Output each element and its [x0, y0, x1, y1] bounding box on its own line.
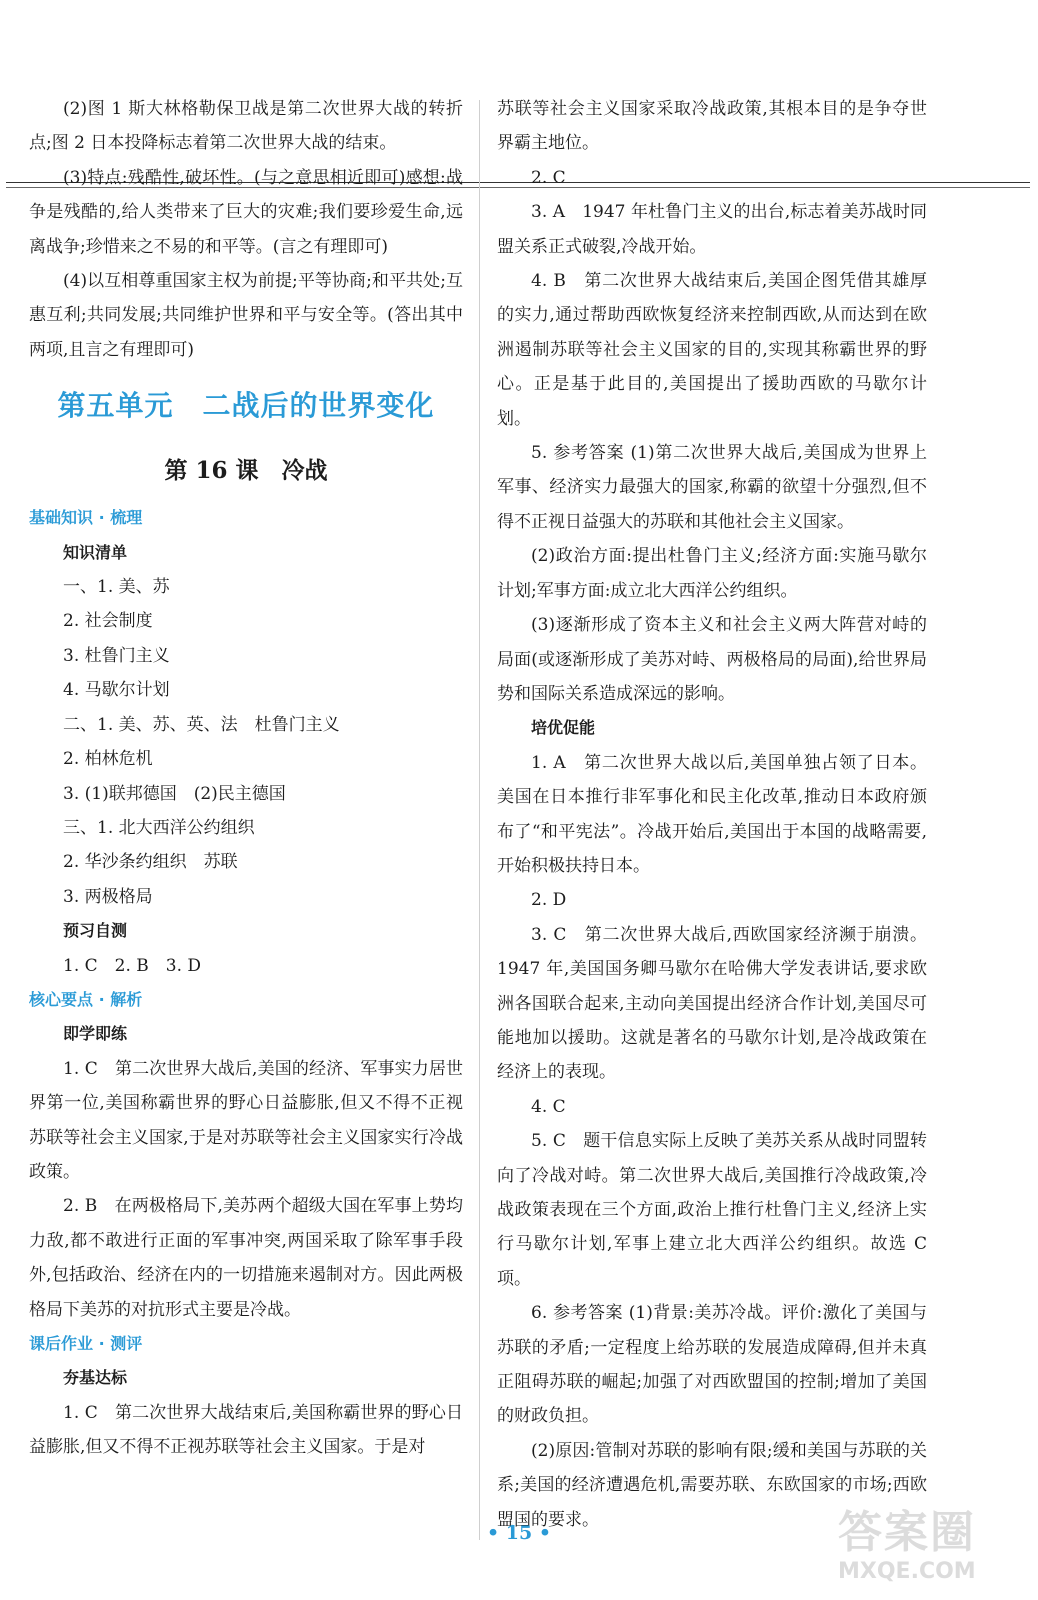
lesson-title: 第 16 课 冷战 [164, 457, 328, 485]
answer-paragraph: 6. 参考答案 (1)背景:美苏冷战。评价:激化了美国与苏联的矛盾;一定程度上给苏联的发展造成障碍,但并未真正阻碍苏联的崛起;加强了对西欧盟国的控制;增加了美国的财政负担。 [497, 1303, 927, 1427]
answer-paragraph: 2. D [531, 890, 567, 911]
list-item: 3. 杜鲁门主义 [63, 645, 170, 666]
answer-paragraph: (3)逐渐形成了资本主义和社会主义两大阵营对峙的局面(或逐渐形成了美苏对峙、两极格局的局面),给世界局势和国际关系造成深远的影响。 [497, 615, 927, 704]
answer-paragraph: 1. C 第二次世界大战后,美国的经济、军事实力居世界第一位,美国称霸世界的野心日益膨胀,但又不得不正视苏联等社会主义国家,于是对苏联等社会主义国家实行冷战政策。 [29, 1058, 463, 1182]
list-item: 2. 华沙条约组织 苏联 [63, 852, 238, 873]
answer-paragraph: (3)特点:残酷性,破坏性。(与之意思相近即可)感想:战争是残酷的,给人类带来了巨大的灾难;我们要珍爱生命,远离战争;珍惜来之不易的和平等。(言之有理即可) [29, 167, 463, 257]
list-item: 二、1. 美、苏、英、法 杜鲁门主义 [63, 714, 340, 735]
answer-paragraph: 2. B 在两极格局下,美苏两个超级大国在军事上势均力敌,都不敢进行正面的军事冲突,两国采取了除军事手段外,包括政治、经济在内的一切措施来遏制对方。因此两极格局下美苏的对抗形式主要是冷战。 [29, 1196, 463, 1320]
list-item: 3. (1)联邦德国 (2)民主德国 [63, 783, 286, 804]
answer-paragraph: 3. C 第二次世界大战后,西欧国家经济濒于崩溃。1947 年,美国国务卿马歇尔在哈佛大学发表讲话,要求欧洲各国联合起来,主动向美国提出经济合作计划,美国尽可能地加以援助。这就是著名的马歇尔计划,是冷战政策在经济上的表现。 [497, 924, 927, 1083]
list-item: 2. 社会制度 [63, 611, 153, 632]
answer-paragraph: 4. C [531, 1096, 566, 1117]
answer-paragraph: (4)以互相尊重国家主权为前提;平等协商;和平共处;互惠互利;共同发展;共同维护世界和平与安全等。(答出其中两项,且言之有理即可) [29, 271, 463, 360]
unit-title: 第五单元 二战后的世界变化 [57, 389, 435, 423]
answer-paragraph: (2)原因:管制对苏联的影响有限;缓和美国与苏联的关系;美国的经济遭遇危机,需要苏联、东欧国家的市场;西欧盟国的要求。 [497, 1440, 927, 1530]
subheading-preview: 预习自测 [63, 921, 128, 941]
subheading-foundation: 夯基达标 [63, 1368, 128, 1388]
subheading-practice: 即学即练 [63, 1024, 128, 1044]
answer-paragraph: (2)政治方面:提出杜鲁门主义;经济方面:实施马歇尔计划;军事方面:成立北大西洋公约组织。 [497, 546, 927, 601]
section-heading-core: 核心要点 · 解析 [29, 989, 143, 1009]
watermark-logo [838, 1508, 1028, 1596]
list-item: 一、1. 美、苏 [63, 577, 170, 598]
answer-paragraph: 2. C [531, 167, 566, 188]
right-column [497, 99, 927, 1537]
subheading-knowledge-list: 知识清单 [63, 542, 128, 562]
answer-paragraph: (2)图 1 斯大林格勒保卫战是第二次世界大战的转折点;图 2 日本投降标志着第二次世界大战的结束。 [29, 99, 463, 154]
watermark-text: 答案圈 [838, 1507, 976, 1558]
answer-paragraph: 3. A 1947 年杜鲁门主义的出台,标志着美苏战时同盟关系正式破裂,冷战开始。 [497, 202, 927, 257]
preview-answers: 1. C 2. B 3. D [63, 955, 202, 976]
list-item: 4. 马歇尔计划 [63, 680, 170, 701]
watermark-url: MXQE.COM [838, 1559, 976, 1584]
subheading-advanced: 培优促能 [531, 718, 596, 738]
section-heading-homework: 课后作业 · 测评 [29, 1334, 143, 1353]
list-item: 三、1. 北大西洋公约组织 [63, 817, 255, 838]
list-item: 2. 柏林危机 [63, 749, 153, 770]
answer-paragraph: 5. C 题干信息实际上反映了美苏关系从战时同盟转向了冷战对峙。第二次世界大战后,美国推行冷战政策,冷战政策表现在三个方面,政治上推行杜鲁门主义,经济上实行马歇尔计划,军事上建立北大西洋公约组织。故选 C 项。 [497, 1131, 927, 1289]
answer-paragraph: 1. C 第二次世界大战结束后,美国称霸世界的野心日益膨胀,但又不得不正视苏联等社会主义国家。于是对 [29, 1402, 463, 1458]
answer-paragraph: 5. 参考答案 (1)第二次世界大战后,美国成为世界上军事、经济实力最强大的国家,称霸的欲望十分强烈,但不得不正视日益强大的苏联和其他社会主义国家。 [497, 443, 927, 532]
answer-paragraph: 4. B 第二次世界大战结束后,美国企图凭借其雄厚的实力,通过帮助西欧恢复经济来控制西欧,从而达到在欧洲遏制苏联等社会主义国家的目的,实现其称霸世界的野心。正是基于此目的,美国提出了援助西欧的马歇尔计划。 [497, 271, 927, 429]
column-divider [479, 100, 480, 1540]
section-heading-basics: 基础知识 · 梳理 [29, 508, 143, 528]
list-item: 3. 两极格局 [63, 886, 153, 907]
page-number: • 15 • [487, 1522, 551, 1544]
left-column [29, 92, 463, 1465]
answer-paragraph: 苏联等社会主义国家采取冷战政策,其根本目的是争夺世界霸主地位。 [497, 99, 927, 154]
answer-paragraph: 1. A 第二次世界大战以后,美国单独占领了日本。美国在日本推行非军事化和民主化改革,推动日本政府颁布了“和平宪法”。冷战开始后,美国出于本国的战略需要,开始积极扶持日本。 [497, 752, 927, 876]
